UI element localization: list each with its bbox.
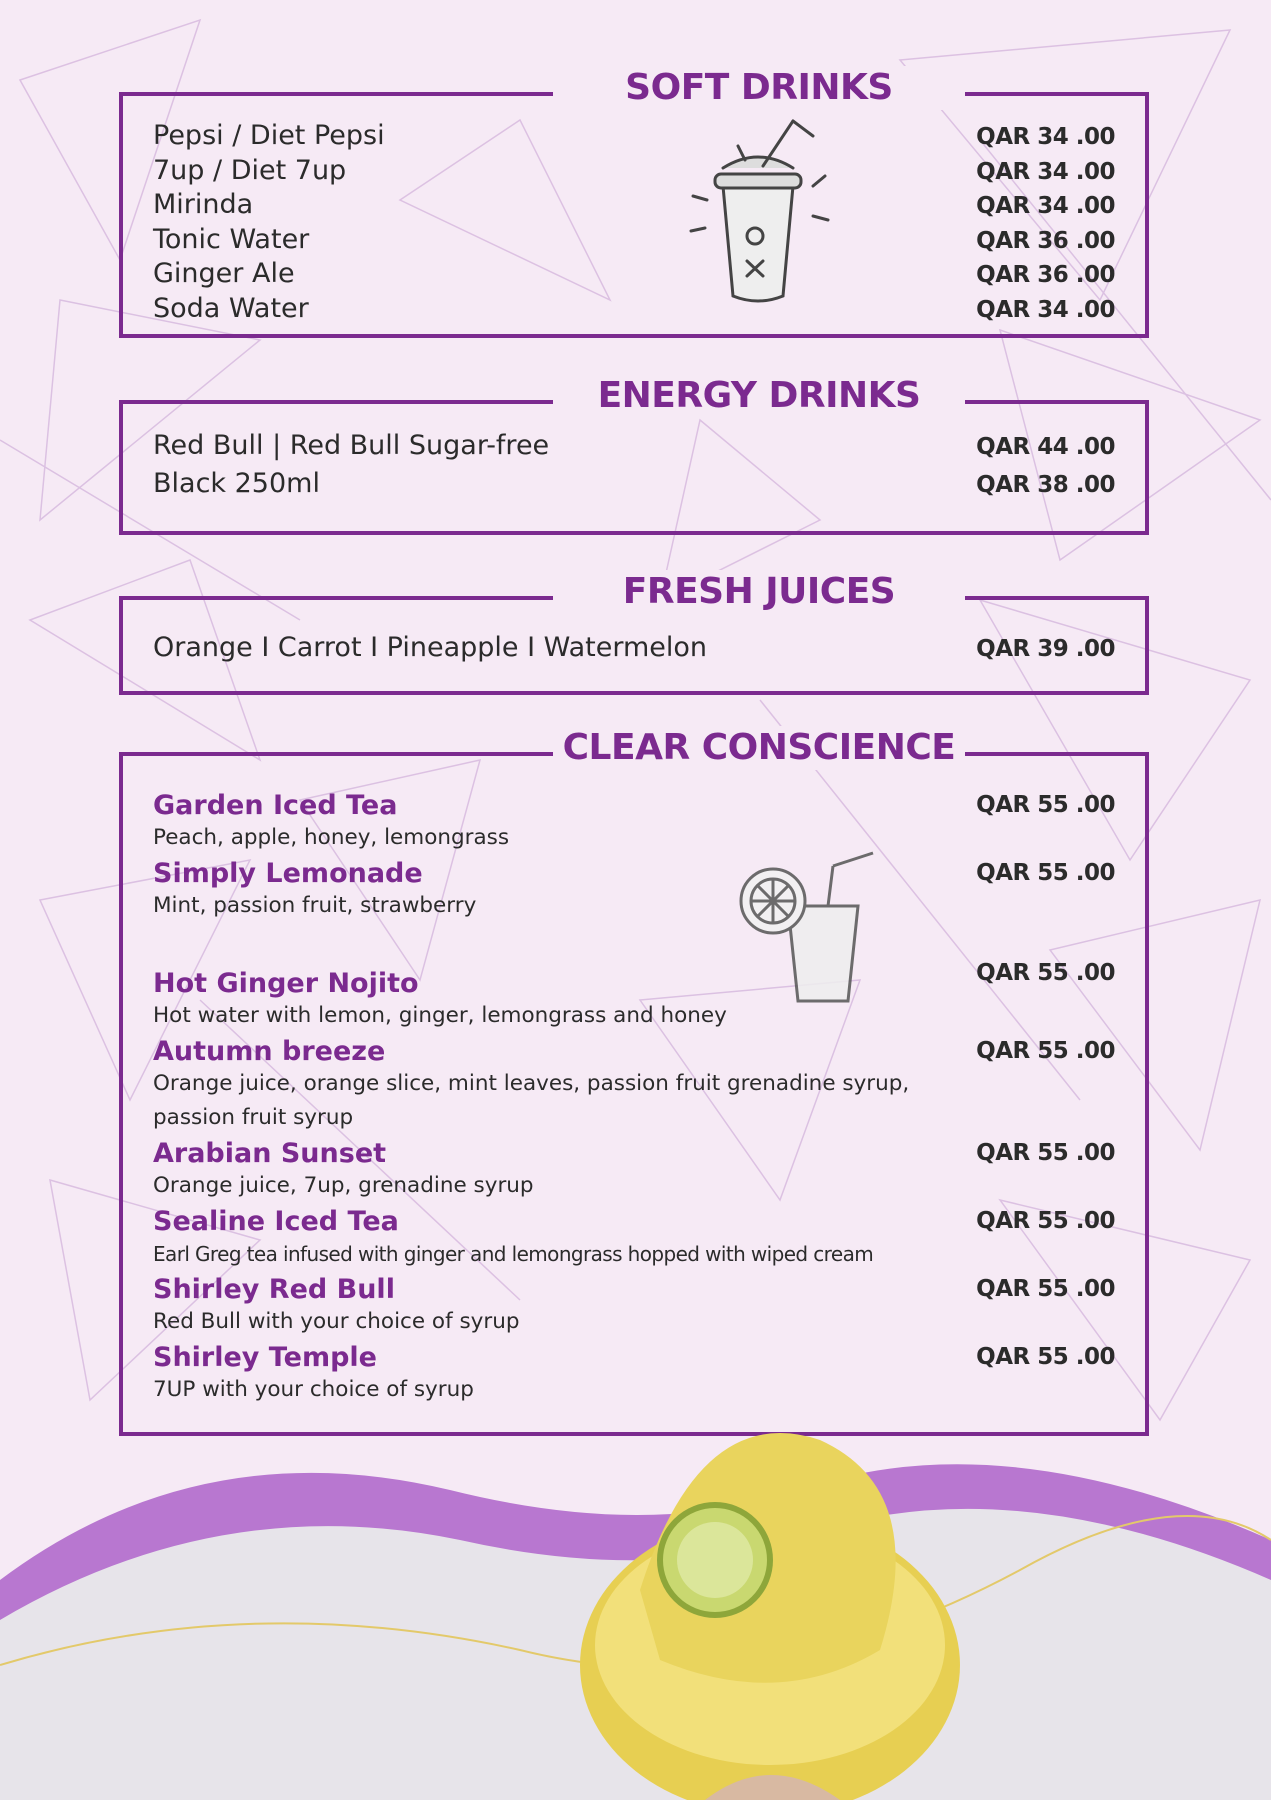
energy-drinks-section xyxy=(119,375,1149,535)
menu-item xyxy=(153,1342,1115,1410)
section-title: FRESH JUICES xyxy=(553,570,965,614)
item-description: Orange juice, 7up, grenadine syrup xyxy=(153,1173,534,1198)
item-name: Black 250ml xyxy=(153,468,320,499)
item-name: 7up / Diet 7up xyxy=(153,154,347,186)
menu-row xyxy=(153,468,1115,506)
item-description: Peach, apple, honey, lemongrass xyxy=(153,825,510,850)
menu-item xyxy=(153,790,1115,858)
clear-conscience-section xyxy=(119,727,1149,1436)
item-name: Shirley Temple xyxy=(153,1342,377,1373)
item-price: QAR 38 .00 xyxy=(976,472,1115,498)
menu-item xyxy=(153,960,1115,1036)
item-price: QAR 34 .00 xyxy=(976,158,1115,185)
item-name: Garden Iced Tea xyxy=(153,790,398,821)
item-price: QAR 36 .00 xyxy=(976,227,1115,254)
section-title: SOFT DRINKS xyxy=(553,66,965,110)
item-description: Hot water with lemon, ginger, lemongrass and honey xyxy=(153,1003,727,1028)
item-name: Tonic Water xyxy=(153,223,310,255)
menu-row xyxy=(153,632,1115,663)
item-name: Hot Ginger Nojito xyxy=(153,968,419,999)
menu-row xyxy=(153,258,1115,293)
fresh-juices-section xyxy=(119,571,1149,695)
footer-photo xyxy=(0,1420,1271,1800)
soft-drinks-section xyxy=(119,67,1149,338)
item-description: Orange juice, orange slice, mint leaves, passion fruit grenadine syrup, passion fruit syrup xyxy=(153,1071,910,1130)
item-price: QAR 34 .00 xyxy=(976,193,1115,219)
menu-row xyxy=(153,189,1115,224)
item-name: Pepsi / Diet Pepsi xyxy=(153,120,385,151)
menu-item xyxy=(153,1138,1115,1206)
menu-row xyxy=(153,155,1115,190)
item-price: QAR 34 .00 xyxy=(976,296,1115,323)
menu-row xyxy=(153,293,1115,328)
item-description: Mint, passion fruit, strawberry xyxy=(153,893,477,918)
item-name: Arabian Sunset xyxy=(153,1138,387,1169)
item-price: QAR 39 .00 xyxy=(976,636,1115,662)
item-price: QAR 55 .00 xyxy=(976,1038,1115,1064)
menu-item xyxy=(153,1036,1115,1138)
item-name: Autumn breeze xyxy=(153,1036,386,1067)
item-price: QAR 55 .00 xyxy=(976,1140,1115,1166)
item-price: QAR 36 .00 xyxy=(976,262,1115,288)
menu-item xyxy=(153,858,1115,968)
item-description: 7UP with your choice of syrup xyxy=(153,1377,474,1402)
menu-row xyxy=(153,224,1115,259)
item-description: Earl Greg tea infused with ginger and lemongrass hopped with wiped cream xyxy=(153,1242,874,1266)
item-name: Mirinda xyxy=(153,189,254,220)
item-name: Sealine Iced Tea xyxy=(153,1206,399,1237)
section-title: ENERGY DRINKS xyxy=(553,374,965,418)
item-description: Red Bull with your choice of syrup xyxy=(153,1309,520,1334)
menu-row xyxy=(153,120,1115,155)
item-price: QAR 55 .00 xyxy=(976,792,1115,818)
item-price: QAR 55 .00 xyxy=(976,1276,1115,1302)
item-name: Soda Water xyxy=(153,292,309,324)
item-name: Red Bull | Red Bull Sugar-free xyxy=(153,430,550,461)
soda-cup-icon xyxy=(683,116,843,316)
menu-row xyxy=(153,430,1115,468)
item-price: QAR 55 .00 xyxy=(976,1208,1115,1234)
item-price: QAR 55 .00 xyxy=(976,860,1115,886)
item-price: QAR 55 .00 xyxy=(976,960,1115,986)
section-title: CLEAR CONSCIENCE xyxy=(553,726,965,770)
menu-item xyxy=(153,1206,1115,1274)
item-name: Shirley Red Bull xyxy=(153,1274,395,1305)
item-name: Simply Lemonade xyxy=(153,858,423,889)
menu-item xyxy=(153,1274,1115,1342)
item-price: QAR 44 .00 xyxy=(976,434,1115,460)
item-name: Orange I Carrot I Pineapple I Watermelon xyxy=(153,632,708,663)
item-price: QAR 55 .00 xyxy=(976,1344,1115,1370)
item-name: Ginger Ale xyxy=(153,258,295,289)
item-price: QAR 34 .00 xyxy=(976,124,1115,150)
